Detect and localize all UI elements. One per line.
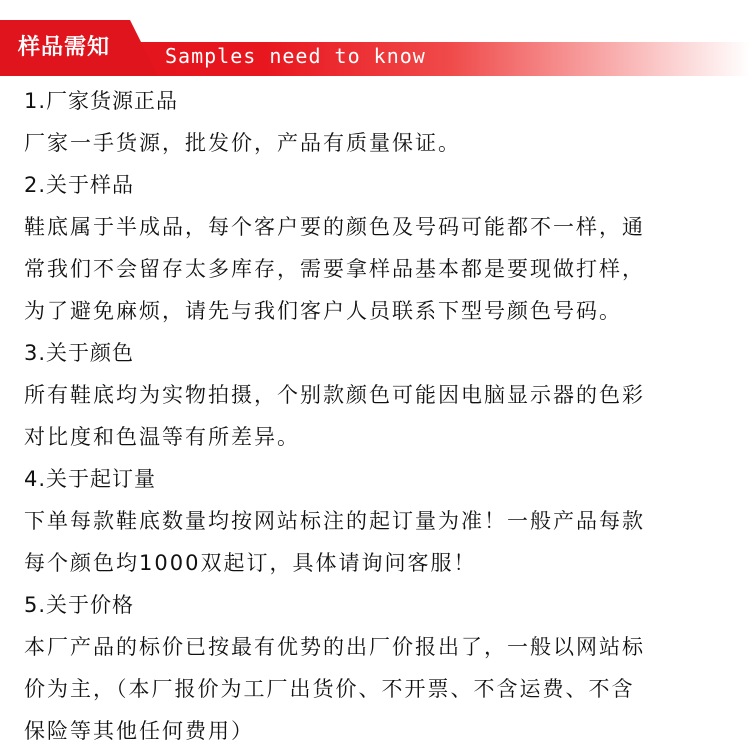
- header-banner: [0, 20, 750, 78]
- banner-subtitle: Samples need to know: [165, 44, 426, 68]
- section-2-line-3: 为了避免麻烦，请先与我们客户人员联系下型号颜色号码。: [24, 299, 622, 323]
- section-5-line-1: 本厂产品的标价已按最有优势的出厂价报出了，一般以网站标: [24, 635, 645, 659]
- section-1-line-1: 厂家一手货源，批发价，产品有质量保证。: [24, 131, 461, 155]
- section-2-line-1: 鞋底属于半成品，每个客户要的颜色及号码可能都不一样，通: [24, 215, 645, 239]
- section-4-line-2: 每个颜色均1000双起订，具体请询问客服！: [24, 551, 477, 575]
- banner-title: 样品需知: [18, 35, 111, 60]
- section-2-line-2: 常我们不会留存太多库存，需要拿样品基本都是要现做打样，: [24, 257, 645, 281]
- section-heading-3: 3.关于颜色: [24, 341, 135, 365]
- section-3-line-1: 所有鞋底均为实物拍摄，个别款颜色可能因电脑显示器的色彩: [24, 383, 645, 407]
- section-3-line-2: 对比度和色温等有所差异。: [24, 425, 300, 449]
- section-heading-2: 2.关于样品: [24, 173, 135, 197]
- section-heading-1: 1.厂家货源正品: [24, 89, 179, 113]
- section-5-line-2: 价为主，（本厂报价为工厂出货价、不开票、不含运费、不含: [24, 677, 635, 701]
- section-4-line-1: 下单每款鞋底数量均按网站标注的起订量为准！一般产品每款: [24, 509, 645, 533]
- section-5-line-3: 保险等其他任何费用）: [24, 719, 254, 743]
- section-heading-4: 4.关于起订量: [24, 467, 157, 491]
- section-heading-5: 5.关于价格: [24, 593, 135, 617]
- content: [24, 80, 736, 750]
